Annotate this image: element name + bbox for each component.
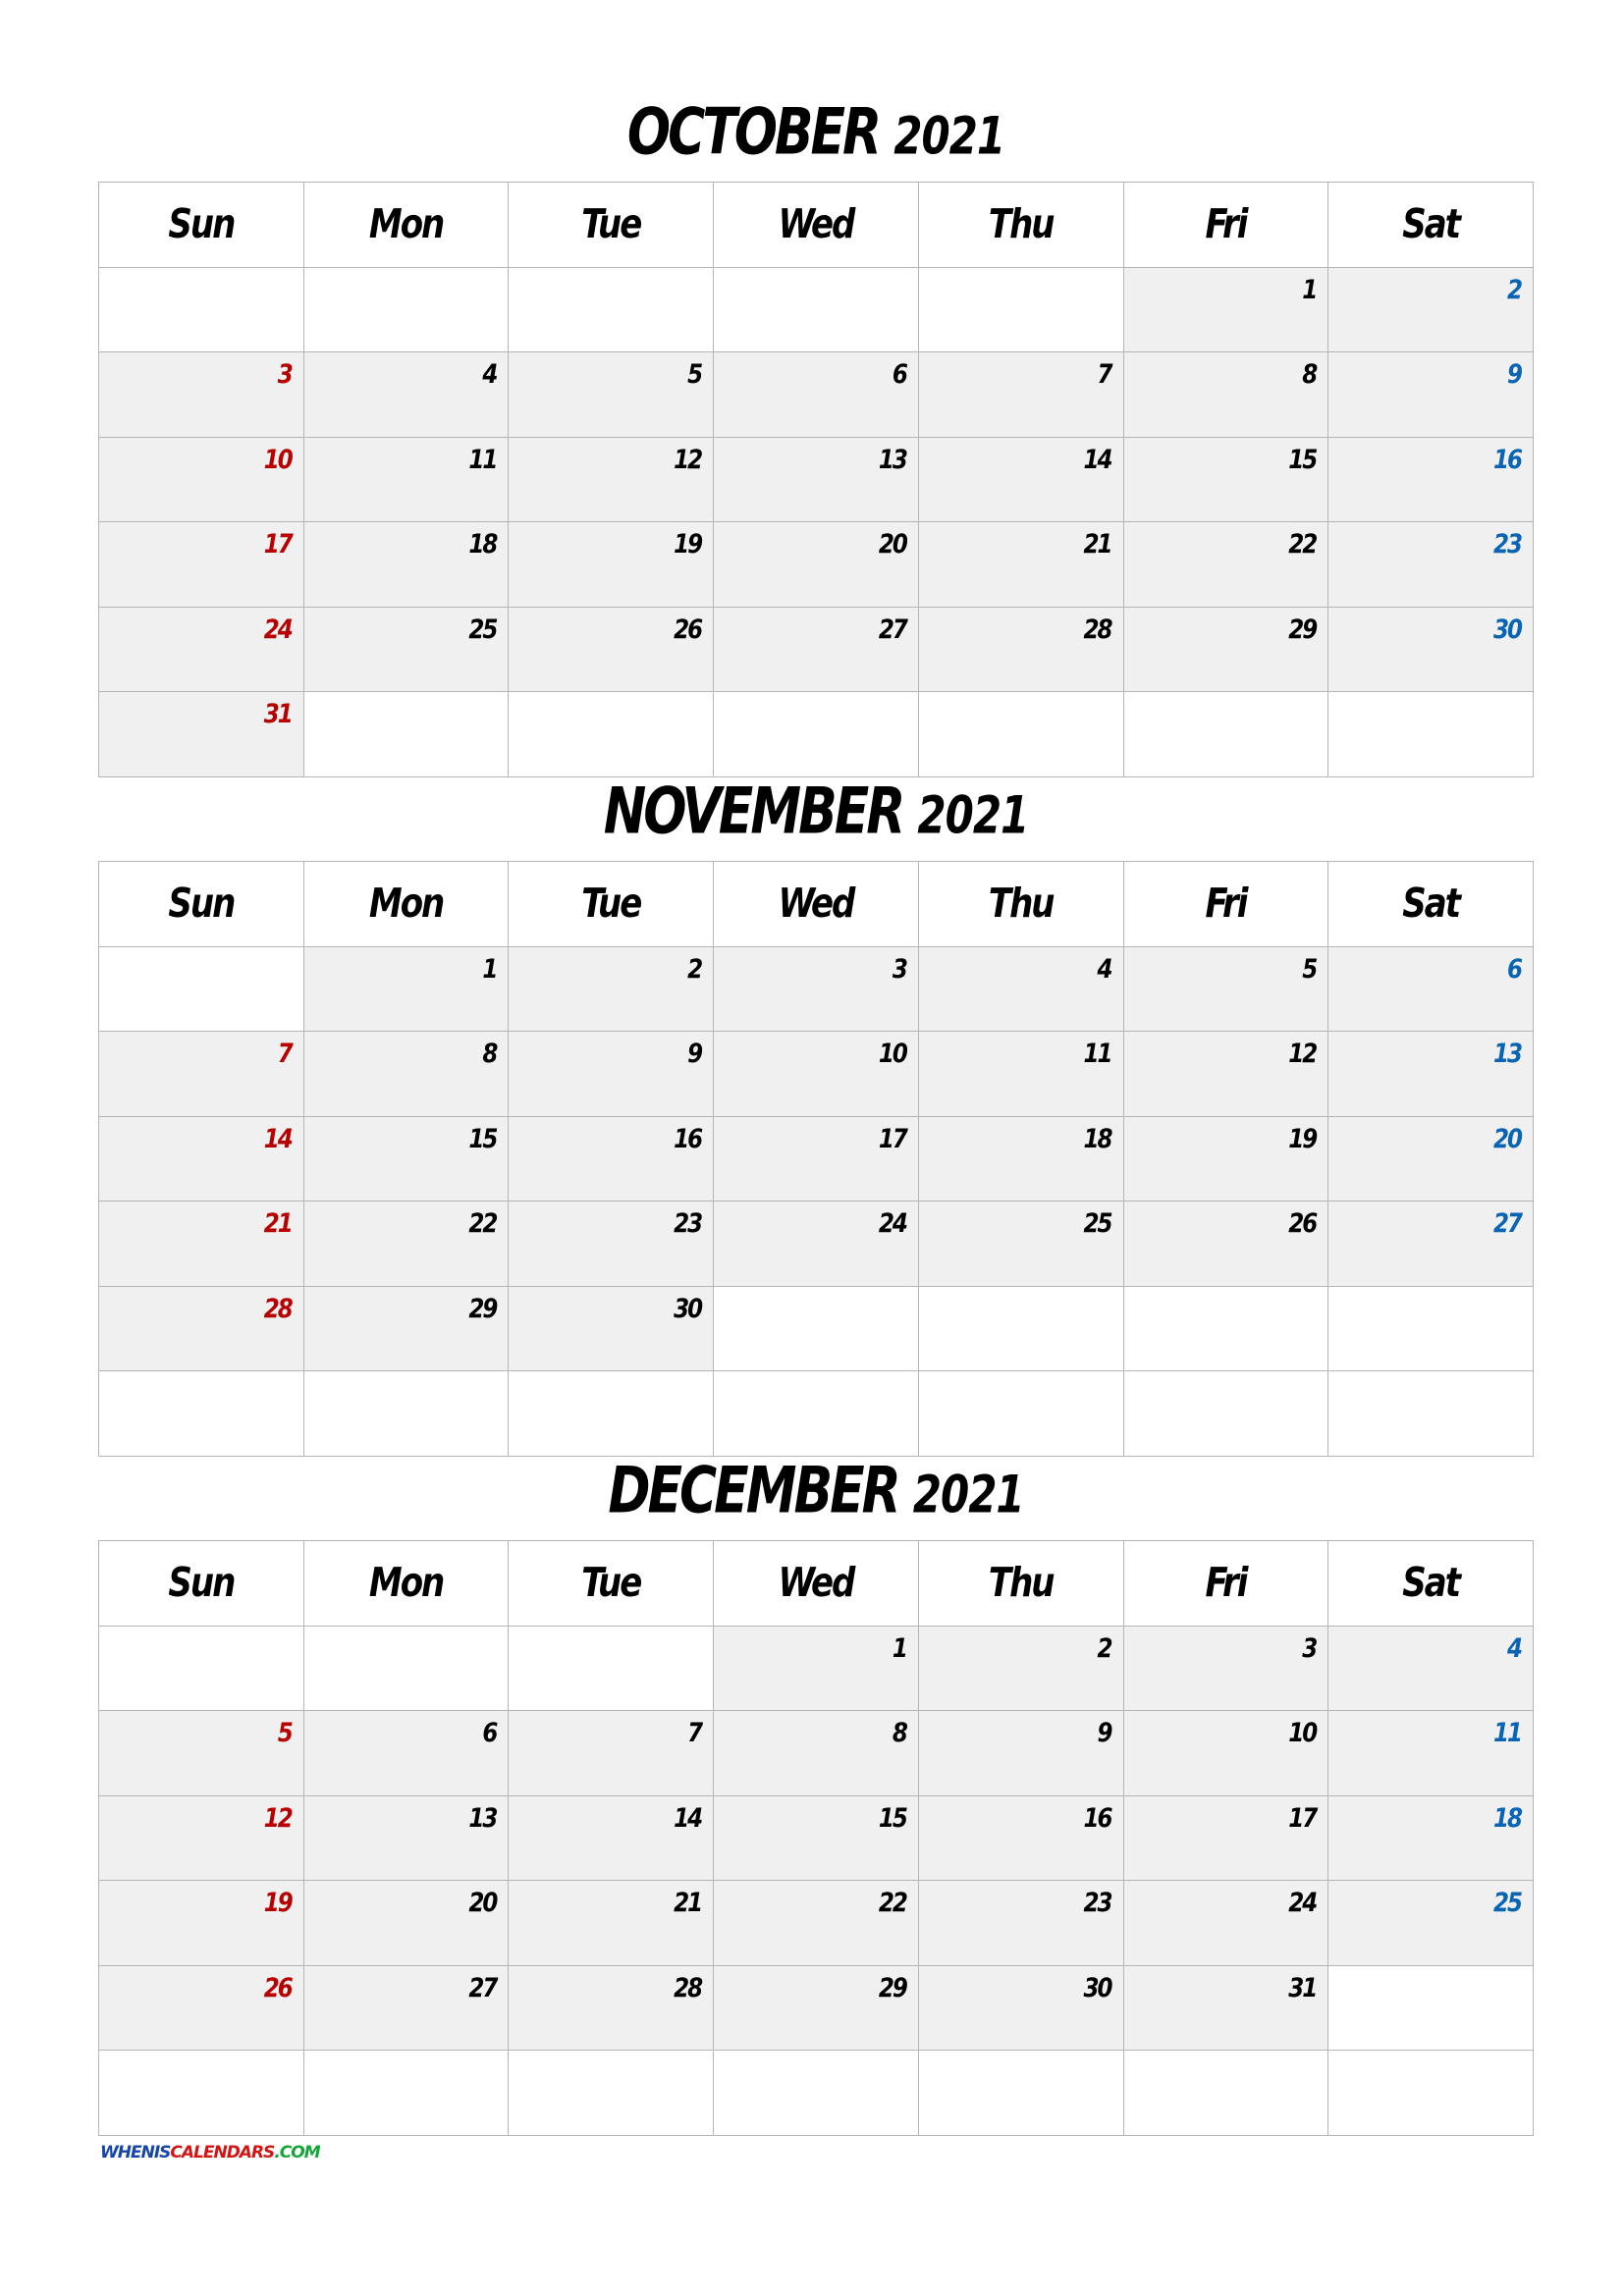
day-number: 24 [263, 614, 292, 645]
weekday-label: Wed [778, 880, 854, 928]
day-cell[interactable] [1124, 352, 1329, 438]
empty-cell [304, 268, 510, 353]
empty-cell [714, 268, 919, 353]
weekday-header-sun [99, 862, 304, 947]
empty-cell [1328, 692, 1534, 777]
day-number: 18 [1492, 1803, 1521, 1834]
day-number: 1 [1302, 275, 1317, 305]
weekday-label: Mon [368, 880, 444, 928]
day-cell[interactable] [509, 1117, 714, 1202]
empty-cell [1124, 692, 1329, 777]
weekday-header-sun [99, 1541, 304, 1627]
weekday-header-sun [99, 183, 304, 268]
day-number: 22 [468, 1209, 497, 1239]
month-name: OCTOBER [626, 95, 880, 170]
day-number: 7 [277, 1040, 292, 1069]
day-cell[interactable] [99, 352, 304, 438]
day-cell[interactable] [714, 1117, 919, 1202]
day-cell[interactable] [1328, 438, 1534, 523]
day-number: 5 [687, 360, 702, 390]
weekday-label: Tue [581, 200, 641, 248]
weekday-label: Sun [168, 200, 235, 248]
day-cell[interactable] [509, 1201, 714, 1287]
weekday-header-mon [304, 1541, 510, 1627]
month-year: 2021 [912, 1464, 1024, 1524]
day-number: 15 [468, 1124, 497, 1154]
day-cell[interactable] [99, 1201, 304, 1287]
empty-cell [714, 2051, 919, 2136]
empty-cell [919, 268, 1124, 353]
day-number: 6 [482, 1719, 497, 1748]
day-number: 30 [1083, 1973, 1111, 2003]
day-cell[interactable] [919, 522, 1124, 608]
day-cell[interactable] [919, 1201, 1124, 1287]
day-number: 18 [468, 530, 497, 560]
day-number: 22 [878, 1889, 906, 1918]
day-cell[interactable] [304, 1287, 510, 1372]
day-cell[interactable] [304, 1032, 510, 1117]
day-number: 31 [1288, 1973, 1317, 2003]
weekday-header-wed [714, 862, 919, 947]
day-number: 9 [687, 1040, 702, 1069]
day-number: 31 [263, 700, 292, 729]
day-cell[interactable] [1328, 522, 1534, 608]
day-number: 13 [878, 445, 906, 475]
day-cell[interactable] [304, 1796, 510, 1882]
day-cell[interactable] [99, 1287, 304, 1372]
day-number: 25 [1083, 1209, 1111, 1239]
day-cell[interactable] [509, 1966, 714, 2052]
day-cell[interactable] [99, 1881, 304, 1966]
day-cell[interactable] [714, 1796, 919, 1882]
weekday-label: Sat [1402, 200, 1459, 248]
calendar-grid [98, 861, 1534, 1457]
day-cell[interactable] [1124, 438, 1329, 523]
empty-cell [1328, 2051, 1534, 2136]
day-number: 19 [1288, 1124, 1317, 1154]
day-cell[interactable] [99, 1966, 304, 2052]
month-year: 2021 [917, 784, 1029, 845]
day-cell[interactable] [99, 1711, 304, 1796]
day-number: 3 [1302, 1633, 1317, 1664]
day-number: 16 [1492, 445, 1521, 475]
day-number: 4 [1097, 954, 1111, 985]
day-number: 26 [674, 614, 702, 645]
day-cell[interactable] [509, 1711, 714, 1796]
day-number: 7 [687, 1719, 702, 1748]
weekday-header-thu [919, 1541, 1124, 1627]
month-name: NOVEMBER [603, 774, 903, 849]
weekday-label: Fri [1205, 880, 1247, 928]
day-cell[interactable] [1124, 522, 1329, 608]
day-cell[interactable] [714, 608, 919, 693]
day-number: 13 [468, 1803, 497, 1834]
day-number: 15 [878, 1803, 906, 1834]
empty-cell [1328, 1371, 1534, 1457]
day-cell[interactable] [509, 1881, 714, 1966]
empty-cell [919, 1287, 1124, 1372]
day-cell[interactable] [509, 1032, 714, 1117]
day-cell[interactable] [1328, 947, 1534, 1033]
calendar-grid [98, 1540, 1534, 2136]
month-title [98, 96, 1534, 170]
day-number: 12 [1288, 1040, 1317, 1069]
day-number: 29 [468, 1294, 497, 1324]
weekday-header-mon [304, 862, 510, 947]
weekday-header-fri [1124, 1541, 1329, 1627]
day-number: 3 [277, 360, 292, 390]
weekday-label: Sat [1402, 1559, 1459, 1607]
day-number: 10 [878, 1040, 906, 1069]
empty-cell [919, 2051, 1124, 2136]
day-cell[interactable] [1328, 1117, 1534, 1202]
day-cell[interactable] [1328, 1881, 1534, 1966]
weekday-label: Thu [988, 200, 1054, 248]
day-number: 26 [263, 1973, 292, 2003]
day-cell[interactable] [714, 1627, 919, 1712]
day-number: 27 [468, 1973, 497, 2003]
logo-part-calendars: CALENDARS [170, 2143, 275, 2163]
day-number: 1 [892, 1633, 906, 1664]
weekday-header-tue [509, 862, 714, 947]
day-number: 14 [1083, 445, 1111, 475]
empty-cell [1328, 1966, 1534, 2052]
day-number: 8 [1302, 360, 1317, 390]
day-number: 25 [468, 614, 497, 645]
day-cell[interactable] [1124, 1796, 1329, 1882]
day-number: 14 [263, 1124, 292, 1154]
day-number: 10 [1288, 1719, 1317, 1748]
weekday-label: Mon [368, 200, 444, 248]
day-number: 7 [1097, 360, 1111, 390]
day-number: 3 [892, 954, 906, 985]
day-cell[interactable] [304, 608, 510, 693]
day-cell[interactable] [509, 522, 714, 608]
day-cell[interactable] [1328, 1627, 1534, 1712]
day-cell[interactable] [99, 522, 304, 608]
day-cell[interactable] [714, 522, 919, 608]
day-number: 28 [263, 1294, 292, 1324]
day-number: 22 [1288, 530, 1317, 560]
day-number: 11 [1492, 1719, 1521, 1748]
day-number: 13 [1492, 1040, 1521, 1069]
day-cell[interactable] [919, 1627, 1124, 1712]
day-cell[interactable] [304, 522, 510, 608]
day-cell[interactable] [509, 947, 714, 1033]
weekday-header-tue [509, 1541, 714, 1627]
weekday-label: Fri [1205, 200, 1247, 248]
weekday-header-thu [919, 183, 1124, 268]
empty-cell [509, 1371, 714, 1457]
day-number: 11 [468, 445, 497, 475]
month-year: 2021 [893, 105, 1005, 166]
day-cell[interactable] [1124, 1711, 1329, 1796]
day-number: 11 [1083, 1040, 1111, 1069]
day-cell[interactable] [1124, 608, 1329, 693]
day-number: 20 [468, 1889, 497, 1918]
weekday-header-sat [1328, 183, 1534, 268]
day-number: 29 [878, 1973, 906, 2003]
footer-logo[interactable] [100, 2143, 320, 2163]
empty-cell [919, 1371, 1124, 1457]
day-cell[interactable] [919, 1796, 1124, 1882]
weekday-header-sat [1328, 862, 1534, 947]
day-number: 4 [1506, 1633, 1521, 1664]
weekday-header-wed [714, 1541, 919, 1627]
empty-cell [99, 947, 304, 1033]
day-cell[interactable] [714, 438, 919, 523]
weekday-header-wed [714, 183, 919, 268]
day-number: 18 [1083, 1124, 1111, 1154]
weekday-header-thu [919, 862, 1124, 947]
day-cell[interactable] [714, 1881, 919, 1966]
day-number: 4 [482, 360, 497, 390]
day-cell[interactable] [304, 1881, 510, 1966]
empty-cell [714, 1371, 919, 1457]
day-number: 27 [1492, 1209, 1521, 1239]
weekday-label: Tue [581, 880, 641, 928]
empty-cell [1124, 1371, 1329, 1457]
weekday-label: Thu [988, 880, 1054, 928]
day-cell[interactable] [919, 352, 1124, 438]
empty-cell [1328, 1287, 1534, 1372]
weekday-header-fri [1124, 862, 1329, 947]
logo-part-com: .COM [274, 2143, 320, 2163]
day-cell[interactable] [1124, 1881, 1329, 1966]
empty-cell [99, 2051, 304, 2136]
weekday-label: Fri [1205, 1559, 1247, 1607]
day-cell[interactable] [714, 1966, 919, 2052]
month-title [98, 775, 1534, 849]
empty-cell [99, 1627, 304, 1712]
day-cell[interactable] [919, 1032, 1124, 1117]
weekday-label: Mon [368, 1559, 444, 1607]
day-number: 8 [892, 1719, 906, 1748]
day-number: 2 [1097, 1633, 1111, 1664]
day-number: 5 [1302, 954, 1317, 985]
day-number: 2 [1506, 275, 1521, 305]
day-number: 23 [1083, 1889, 1111, 1918]
day-number: 12 [263, 1803, 292, 1834]
day-cell[interactable] [304, 438, 510, 523]
day-number: 21 [674, 1889, 702, 1918]
day-cell[interactable] [919, 947, 1124, 1033]
day-number: 12 [674, 445, 702, 475]
day-number: 17 [878, 1124, 906, 1154]
weekday-label: Wed [778, 200, 854, 248]
day-number: 30 [674, 1294, 702, 1324]
day-number: 20 [1492, 1124, 1521, 1154]
day-cell[interactable] [1124, 1032, 1329, 1117]
day-number: 23 [674, 1209, 702, 1239]
day-cell[interactable] [99, 1796, 304, 1882]
day-cell[interactable] [1124, 1117, 1329, 1202]
month-name: DECEMBER [608, 1454, 898, 1528]
day-cell[interactable] [1328, 608, 1534, 693]
weekday-label: Wed [778, 1559, 854, 1607]
weekday-label: Sun [168, 1559, 235, 1607]
day-number: 19 [263, 1889, 292, 1918]
day-number: 10 [263, 445, 292, 475]
day-cell[interactable] [1124, 268, 1329, 353]
day-cell[interactable] [919, 1966, 1124, 2052]
day-number: 27 [878, 614, 906, 645]
empty-cell [919, 692, 1124, 777]
empty-cell [304, 2051, 510, 2136]
day-number: 15 [1288, 445, 1317, 475]
day-cell[interactable] [1328, 268, 1534, 353]
day-number: 16 [1083, 1803, 1111, 1834]
empty-cell [1124, 2051, 1329, 2136]
weekday-header-mon [304, 183, 510, 268]
day-cell[interactable] [304, 352, 510, 438]
day-cell[interactable] [1328, 1201, 1534, 1287]
weekday-header-tue [509, 183, 714, 268]
day-cell[interactable] [304, 1966, 510, 2052]
day-cell[interactable] [509, 1796, 714, 1882]
empty-cell [714, 692, 919, 777]
day-number: 25 [1492, 1889, 1521, 1918]
day-number: 21 [1083, 530, 1111, 560]
day-number: 28 [674, 1973, 702, 2003]
weekday-header-fri [1124, 183, 1329, 268]
day-cell[interactable] [714, 1201, 919, 1287]
day-cell[interactable] [99, 438, 304, 523]
weekday-header-sat [1328, 1541, 1534, 1627]
day-number: 21 [263, 1209, 292, 1239]
day-cell[interactable] [919, 608, 1124, 693]
empty-cell [509, 692, 714, 777]
day-number: 30 [1492, 614, 1521, 645]
day-cell[interactable] [919, 1881, 1124, 1966]
empty-cell [304, 1627, 510, 1712]
empty-cell [509, 1627, 714, 1712]
weekday-label: Thu [988, 1559, 1054, 1607]
empty-cell [304, 692, 510, 777]
day-cell[interactable] [99, 608, 304, 693]
day-cell[interactable] [509, 438, 714, 523]
day-number: 24 [878, 1209, 906, 1239]
day-cell[interactable] [304, 1201, 510, 1287]
day-number: 29 [1288, 614, 1317, 645]
day-cell[interactable] [919, 438, 1124, 523]
day-number: 19 [674, 530, 702, 560]
day-cell[interactable] [919, 1711, 1124, 1796]
day-cell[interactable] [1124, 1201, 1329, 1287]
day-number: 5 [277, 1719, 292, 1748]
day-cell[interactable] [304, 1711, 510, 1796]
empty-cell [304, 1371, 510, 1457]
day-cell[interactable] [714, 1032, 919, 1117]
day-cell[interactable] [1124, 1627, 1329, 1712]
day-cell[interactable] [1328, 1796, 1534, 1882]
day-cell[interactable] [99, 692, 304, 777]
day-cell[interactable] [99, 1117, 304, 1202]
day-number: 24 [1288, 1889, 1317, 1918]
empty-cell [99, 1371, 304, 1457]
day-cell[interactable] [509, 1287, 714, 1372]
day-cell[interactable] [509, 352, 714, 438]
day-number: 1 [482, 954, 497, 985]
empty-cell [1124, 1287, 1329, 1372]
day-cell[interactable] [714, 352, 919, 438]
weekday-label: Tue [581, 1559, 641, 1607]
logo-part-whenis: WHENIS [100, 2143, 171, 2163]
day-cell[interactable] [304, 947, 510, 1033]
day-cell[interactable] [509, 608, 714, 693]
empty-cell [509, 2051, 714, 2136]
calendar-grid [98, 182, 1534, 777]
day-cell[interactable] [1328, 1032, 1534, 1117]
day-number: 14 [674, 1803, 702, 1834]
day-number: 17 [263, 530, 292, 560]
day-cell[interactable] [919, 1117, 1124, 1202]
day-cell[interactable] [99, 1032, 304, 1117]
day-cell[interactable] [1124, 947, 1329, 1033]
weekday-label: Sat [1402, 880, 1459, 928]
day-cell[interactable] [1124, 1966, 1329, 2052]
empty-cell [99, 268, 304, 353]
month-title [98, 1455, 1534, 1528]
day-number: 17 [1288, 1803, 1317, 1834]
day-cell[interactable] [1328, 1711, 1534, 1796]
day-number: 23 [1492, 530, 1521, 560]
day-number: 28 [1083, 614, 1111, 645]
empty-cell [714, 1287, 919, 1372]
day-number: 9 [1097, 1719, 1111, 1748]
day-number: 16 [674, 1124, 702, 1154]
day-number: 6 [1506, 954, 1521, 985]
day-number: 2 [687, 954, 702, 985]
day-number: 6 [892, 360, 906, 390]
day-number: 26 [1288, 1209, 1317, 1239]
day-number: 9 [1506, 360, 1521, 390]
day-number: 8 [482, 1040, 497, 1069]
day-cell[interactable] [714, 1711, 919, 1796]
day-cell[interactable] [1328, 352, 1534, 438]
empty-cell [509, 268, 714, 353]
day-cell[interactable] [714, 947, 919, 1033]
day-number: 20 [878, 530, 906, 560]
day-cell[interactable] [304, 1117, 510, 1202]
weekday-label: Sun [168, 880, 235, 928]
